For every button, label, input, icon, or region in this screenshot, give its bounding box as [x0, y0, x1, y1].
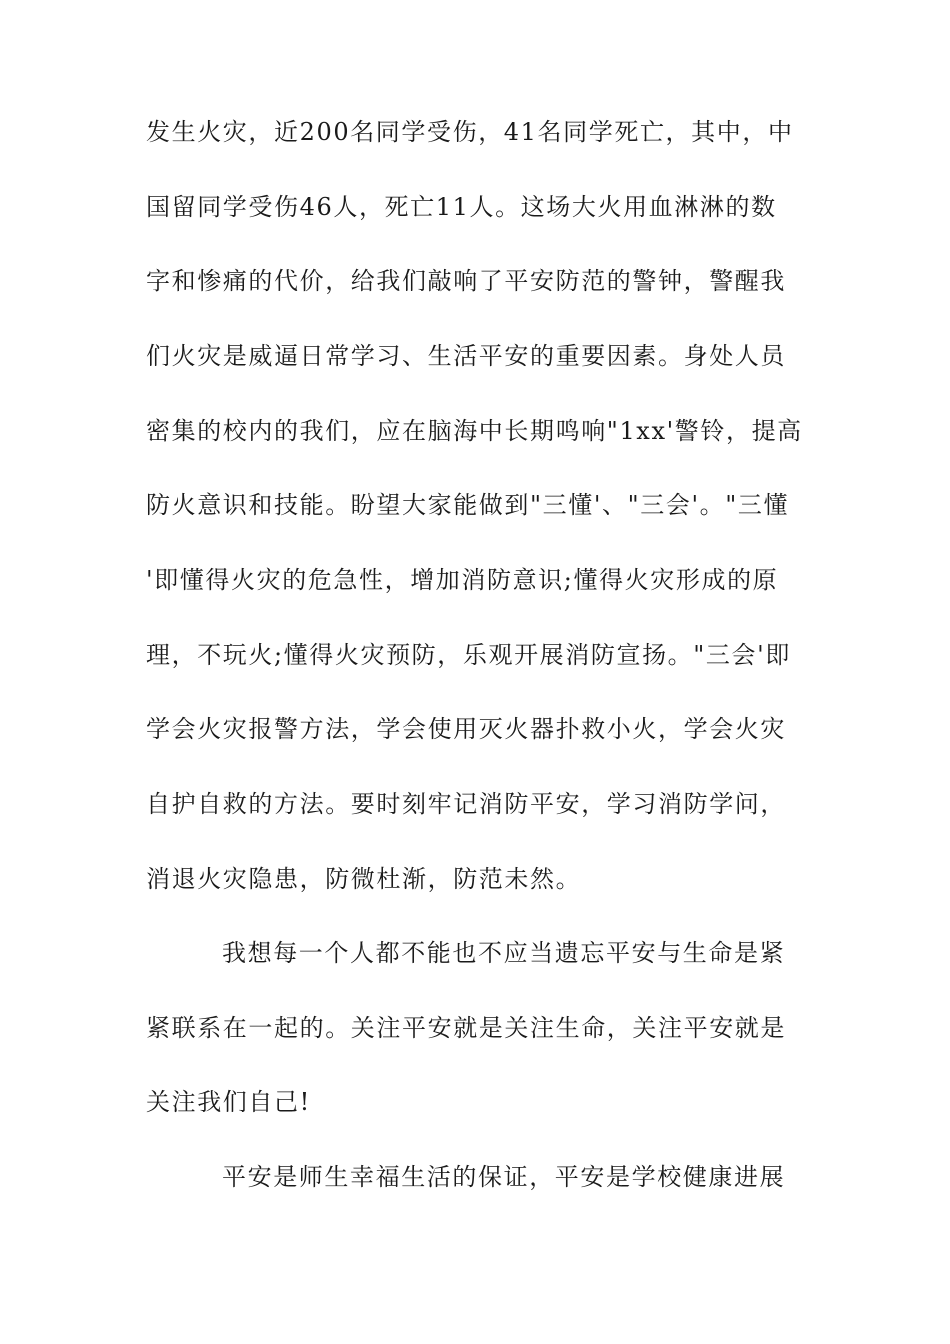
text-line-6: 防火意识和技能。盼望大家能做到"三懂'、"三会'。"三懂 [146, 491, 790, 519]
text-line-1: 发生火灾，近200名同学受伤，41名同学死亡，其中，中 [146, 118, 794, 146]
paragraph-3-line-1: 平安是师生幸福生活的保证，平安是学校健康进展 [222, 1163, 786, 1191]
text-line-5: 密集的校内的我们，应在脑海中长期鸣响"1xx'警铃，提高 [146, 417, 803, 445]
text-line-2: 国留同学受伤46人，死亡11人。这场大火用血淋淋的数 [146, 193, 777, 221]
text-line-8: 理，不玩火;懂得火灾预防，乐观开展消防宣扬。"三会'即 [146, 641, 791, 669]
paragraph-2-line-1: 我想每一个人都不能也不应当遗忘平安与生命是紧 [222, 939, 786, 967]
paragraph-2-line-3: 关注我们自己! [146, 1088, 311, 1116]
text-line-7: '即懂得火灾的危急性，增加消防意识;懂得火灾形成的原 [146, 566, 779, 594]
text-line-3: 字和惨痛的代价，给我们敲响了平安防范的警钟，警醒我 [146, 267, 786, 295]
paragraph-2-line-2: 紧联系在一起的。关注平安就是关注生命，关注平安就是 [146, 1014, 786, 1042]
text-line-9: 学会火灾报警方法，学会使用灭火器扑救小火，学会火灾 [146, 715, 786, 743]
text-line-4: 们火灾是威逼日常学习、生活平安的重要因素。身处人员 [146, 342, 786, 370]
text-line-11: 消退火灾隐患，防微杜渐，防范未然。 [146, 865, 582, 893]
text-line-10: 自护自救的方法。要时刻牢记消防平安，学习消防学问， [146, 790, 786, 818]
